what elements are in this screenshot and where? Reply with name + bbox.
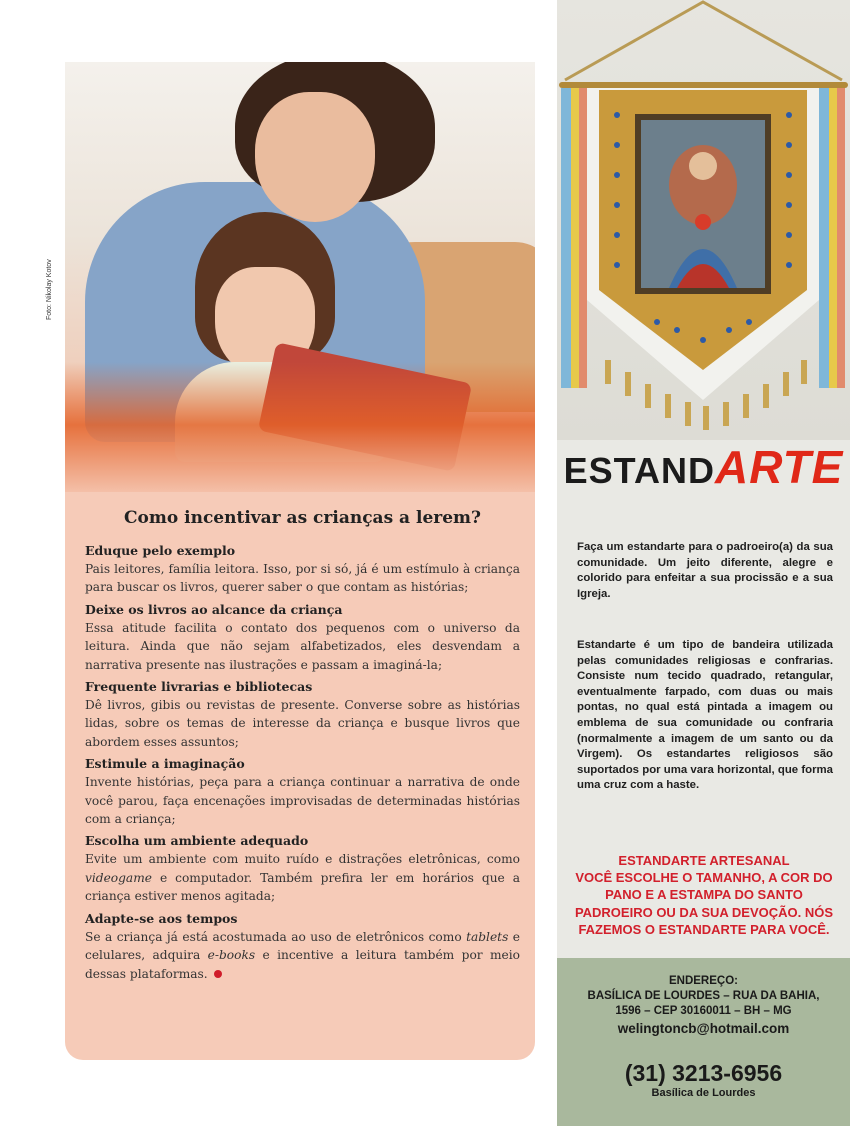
section-text: Essa atitude facilita o contato dos pequenos com o universo da leitura. Ainda que não sejam alfabetizados, eles desvendam a narrativa presente nas ilustrações e passam a imaginá-la; bbox=[85, 620, 520, 672]
section-text: Invente histórias, peça para a criança continuar a narrativa de onde você parou, faça encenações improvisadas de determinadas histórias com a criança; bbox=[85, 775, 520, 827]
article-section bbox=[85, 678, 520, 751]
ad-highlight-line: ESTANDARTE ARTESANAL bbox=[618, 853, 790, 868]
section-heading: Estimule a imaginação bbox=[85, 756, 245, 772]
article-section bbox=[85, 910, 520, 983]
ad-highlight bbox=[569, 852, 839, 938]
section-text: Pais leitores, família leitora. Isso, por si só, já é um estímulo à criança para buscar os livros, querer saber o que contam as histórias; bbox=[85, 562, 520, 595]
phone-number[interactable]: (31) 3213-6956 bbox=[624, 1060, 783, 1086]
ad-paragraph: Faça um estandarte para o padroeiro(a) da sua comunidade. Um jeito diferente, alegre e colorido para enfeitar a sua procissão e a sua Igreja. bbox=[577, 541, 833, 600]
banner-illustration bbox=[557, 0, 850, 440]
section-heading: Eduque pelo exemplo bbox=[85, 543, 236, 558]
section-text: Evite um ambiente com muito ruído e distrações eletrônicas, como videogame e computador. Também prefira ler em horários que a criança estiver menos agitada; bbox=[85, 852, 520, 904]
section-heading: Frequente livrarias e bibliotecas bbox=[85, 679, 313, 695]
banner-photo bbox=[557, 0, 850, 440]
contact-box bbox=[557, 958, 850, 1126]
ad-highlight-line: VOCÊ ESCOLHE O TAMANHO, A COR DO bbox=[575, 870, 833, 886]
place-name: Basílica de Lourdes bbox=[651, 1087, 756, 1099]
brand-part-1: ESTAND bbox=[563, 450, 715, 491]
advertisement bbox=[557, 0, 850, 1126]
article-photo bbox=[65, 62, 535, 492]
address-line: BASÍLICA DE LOURDES – RUA DA BAHIA, bbox=[587, 990, 820, 1002]
article-content bbox=[65, 492, 535, 987]
article-section bbox=[85, 542, 520, 597]
ad-highlight-line: PANO E A ESTAMPA DO SANTO bbox=[605, 887, 803, 903]
section-heading: Escolha um ambiente adequado bbox=[85, 833, 309, 849]
address-line: 1596 – CEP 30160011 – BH – MG bbox=[615, 1005, 792, 1017]
section-text: Se a criança já está acostumada ao uso de eletrônicos como tablets e celulares, adquira e-books e incentive a leitura também por meio dessas plataformas. bbox=[85, 929, 521, 981]
section-heading: Deixe os livros ao alcance da criança bbox=[85, 601, 343, 617]
article-section bbox=[85, 601, 520, 674]
photo-fade bbox=[65, 362, 535, 492]
end-mark-icon bbox=[214, 970, 222, 978]
article-section bbox=[85, 755, 520, 828]
brand-part-2: ARTE bbox=[714, 441, 844, 493]
address-label: ENDEREÇO: bbox=[668, 975, 738, 987]
email-link[interactable]: welingtoncb@hotmail.com bbox=[617, 1021, 790, 1036]
article-title: Como incentivar as crianças a lerem? bbox=[124, 508, 481, 528]
ad-highlight-line: FAZEMOS O ESTANDARTE PARA VOCÊ. bbox=[578, 921, 830, 937]
article-card bbox=[65, 62, 535, 1060]
article-section bbox=[85, 832, 520, 905]
brand-logo bbox=[557, 440, 850, 494]
ad-paragraph: Estandarte é um tipo de bandeira utilizada pelas comunidades religiosas e confrarias. Consiste num tecido quadrado, retangular, eventualmente farpado, com duas ou mais pontas, no qual está pintada a imagem ou emblema de sua comunidade ou confraria (normalmente a imagem de um santo ou da Virgem). Os estandartes religiosos são suportados por uma vara horizontal, que forma uma cruz com a haste. bbox=[577, 639, 833, 792]
ad-highlight-line: PADROEIRO OU DA SUA DEVOÇÃO. NÓS bbox=[574, 904, 834, 920]
photo-credit: Foto: Nikolay Kotov bbox=[46, 259, 53, 320]
section-heading: Adapte-se aos tempos bbox=[85, 910, 238, 926]
photo-mother-face bbox=[255, 92, 375, 222]
banner-rod bbox=[559, 82, 848, 88]
section-text: Dê livros, gibis ou revistas de presente. Converse sobre as histórias lidas, sobre os temas de interesse da criança e busque livros que abordem esses assuntos; bbox=[85, 698, 520, 749]
